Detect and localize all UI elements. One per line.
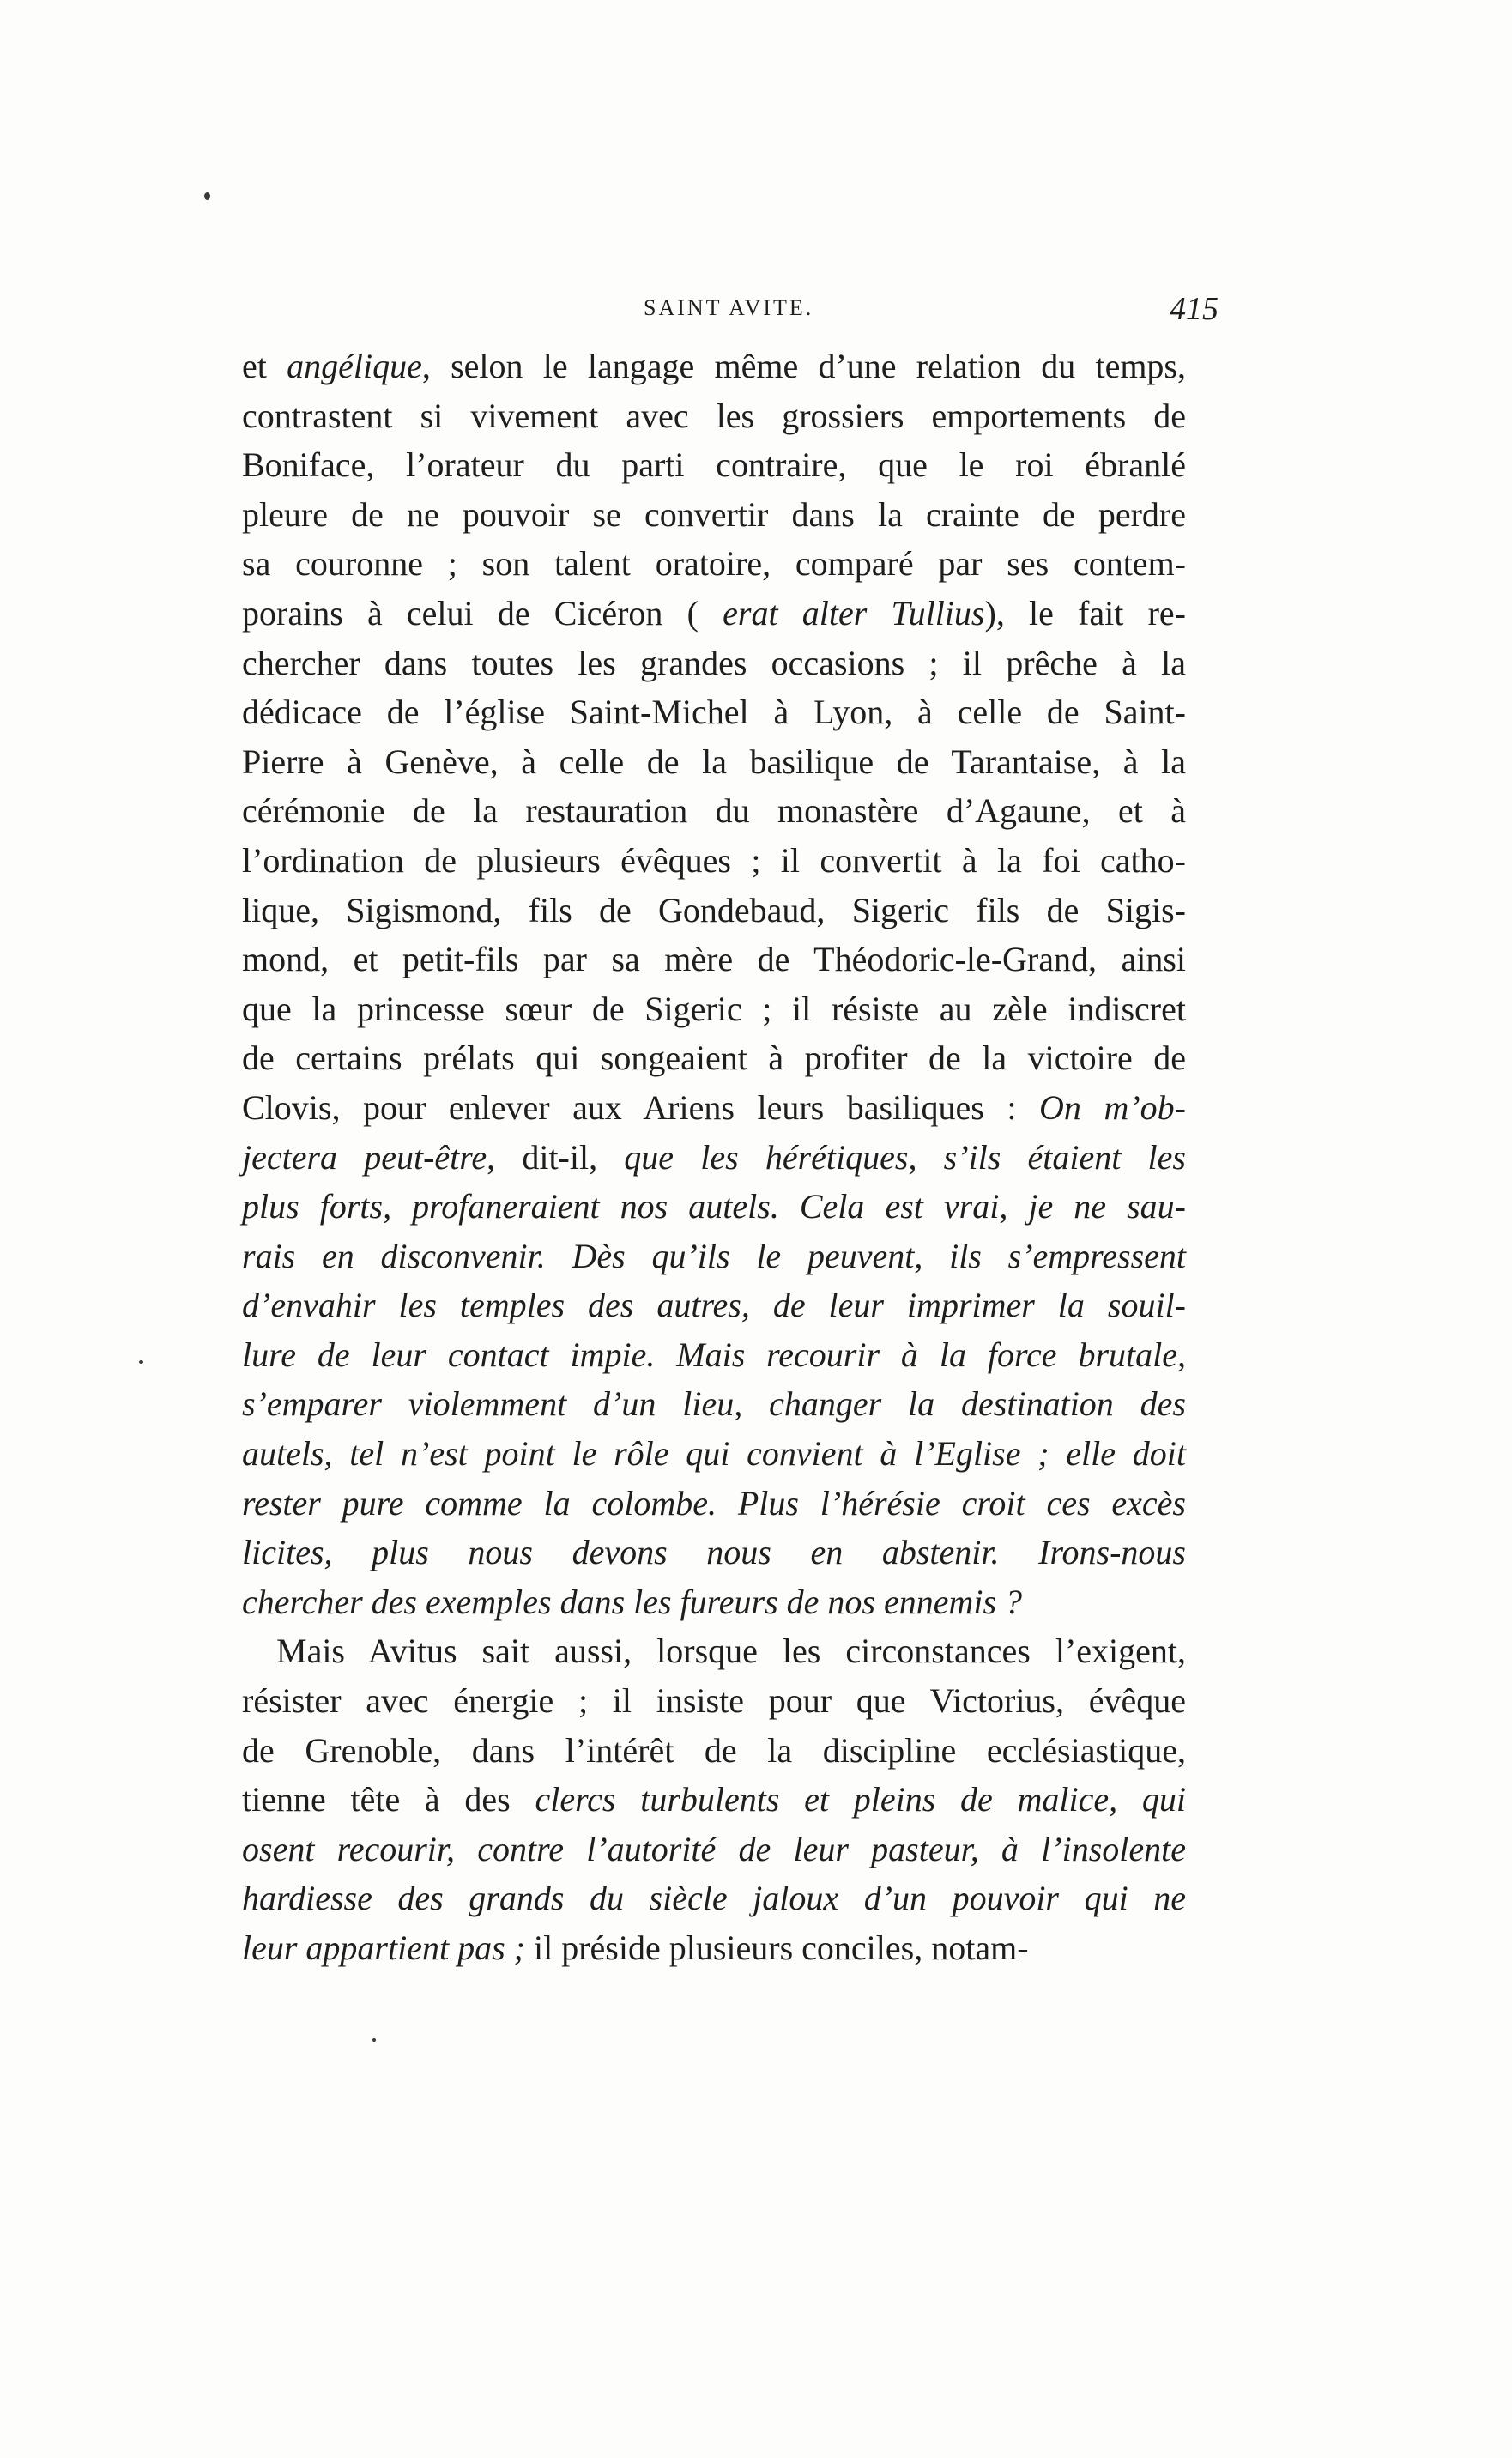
roman-text: pleure de ne pouvoir se convertir dans la crainte de perdre (242, 494, 1186, 534)
ink-speck (139, 1360, 143, 1364)
text-line (242, 737, 1186, 787)
italic-text: On m’ob- (1039, 1087, 1186, 1127)
text-line (242, 984, 1186, 1034)
text-line (242, 1379, 1186, 1429)
text-line (242, 1528, 1186, 1577)
italic-text: d’envahir les temples des autres, de leur imprimer la souil- (242, 1286, 1186, 1325)
body-text (242, 342, 1186, 1973)
text-line (242, 440, 1186, 490)
text-line (242, 1775, 1186, 1825)
italic-text: lure de leur contact impie. Mais recourir à la force brutale, (242, 1335, 1186, 1374)
roman-text: , dit-il, (487, 1137, 625, 1177)
text-line (242, 1923, 1186, 1973)
text-line (242, 1083, 1186, 1133)
roman-text: l’ordination de plusieurs évêques ; il convertit à la foi catho- (242, 840, 1186, 880)
text-line (242, 1033, 1186, 1083)
italic-text: que les hérétiques, s’ils étaient les (624, 1137, 1186, 1177)
roman-text: de certains prélats qui songeaient à profiter de la victoire de (242, 1038, 1186, 1078)
italic-text: jectera peut-être (242, 1137, 487, 1177)
text-line (242, 342, 1186, 391)
text-line (242, 1874, 1186, 1923)
italic-text: s’emparer violemment d’un lieu, changer la destination des (242, 1384, 1186, 1424)
text-line (242, 1479, 1186, 1529)
ink-speck (372, 2038, 376, 2042)
roman-text: chercher dans toutes les grandes occasions ; il prêche à la (242, 643, 1186, 682)
roman-text: tienne tête à des (242, 1780, 535, 1819)
running-head (249, 290, 1219, 333)
roman-text: porains à celui de Cicéron ( (242, 593, 723, 633)
text-line (242, 1232, 1186, 1281)
roman-text: lique, Sigismond, fils de Gondebaud, Sigeric fils de Sigis- (242, 890, 1186, 929)
text-line (242, 687, 1186, 737)
roman-text: Mais Avitus sait aussi, lorsque les circonstances l’exigent, (276, 1632, 1186, 1671)
italic-text: angélique (287, 347, 422, 385)
roman-text: ), le fait re- (984, 593, 1186, 633)
text-line (242, 391, 1186, 441)
roman-text: dédicace de l’église Saint-Michel à Lyon, à celle de Saint- (242, 693, 1186, 732)
text-line (242, 1726, 1186, 1776)
text-line (242, 1280, 1186, 1330)
italic-text: erat alter Tullius (723, 593, 985, 633)
text-line (242, 1626, 1186, 1676)
roman-text: mond, et petit-fils par sa mère de Théodoric-le-Grand, ainsi (242, 940, 1186, 979)
running-title: SAINT AVITE. (644, 295, 814, 320)
italic-text: rais en disconvenir. Dès qu’ils le peuvent, ils s’empressent (242, 1236, 1186, 1275)
text-line (242, 886, 1186, 935)
text-line (242, 1133, 1186, 1183)
italic-text: plus forts, profaneraient nos autels. Cela est vrai, je ne sau- (242, 1187, 1186, 1226)
text-line (242, 1429, 1186, 1479)
text-line (242, 786, 1186, 836)
roman-text: de Grenoble, dans l’intérêt de la discipline ecclésiastique, (242, 1730, 1186, 1770)
roman-text: résister avec énergie ; il insiste pour que Victorius, évêque (242, 1681, 1186, 1721)
roman-text: il préside plusieurs conciles, notam- (524, 1928, 1029, 1967)
roman-text: Pierre à Genève, à celle de la basilique de Tarantaise, à la (242, 742, 1186, 781)
roman-text: , selon le langage même d’une relation du temps, (421, 347, 1187, 385)
text-line (242, 639, 1186, 688)
text-line (242, 836, 1186, 886)
roman-text: cérémonie de la restauration du monastère d’Agaune, et à (242, 791, 1186, 831)
text-line (242, 589, 1186, 639)
text-line (242, 1577, 1186, 1627)
text-line (242, 1825, 1186, 1874)
italic-text: autels, tel n’est point le rôle qui convient à l’Eglise ; elle doit (242, 1434, 1186, 1474)
text-line (242, 539, 1186, 589)
roman-text: et (242, 347, 287, 385)
text-line (242, 1182, 1186, 1232)
italic-text: leur appartient pas ; (242, 1928, 525, 1967)
italic-text: chercher des exemples dans les fureurs de nos ennemis ? (242, 1582, 1023, 1621)
roman-text: contrastent si vivement avec les grossiers emportements de (242, 396, 1186, 435)
italic-text: hardiesse des grands du siècle jaloux d’un pouvoir qui ne (242, 1879, 1186, 1918)
roman-text: Clovis, pour enlever aux Ariens leurs basiliques : (242, 1087, 1040, 1127)
italic-text: licites, plus nous devons nous en abstenir. Irons-nous (242, 1533, 1186, 1572)
text-line (242, 490, 1186, 540)
italic-text: rester pure comme la colombe. Plus l’hérésie croit ces excès (242, 1483, 1186, 1523)
text-line (242, 935, 1186, 984)
italic-text: osent recourir, contre l’autorité de leur pasteur, à l’insolente (242, 1829, 1186, 1868)
roman-text: Boniface, l’orateur du parti contraire, que le roi ébranlé (242, 445, 1186, 485)
italic-text: clercs turbulents et pleins de malice, qui (535, 1780, 1186, 1819)
text-line (242, 1330, 1186, 1380)
page-number: 415 (1170, 291, 1219, 327)
ink-speck (204, 192, 210, 200)
roman-text: que la princesse sœur de Sigeric ; il résiste au zèle indiscret (242, 989, 1186, 1028)
roman-text: sa couronne ; son talent oratoire, comparé par ses contem- (242, 544, 1186, 584)
text-line (242, 1676, 1186, 1726)
